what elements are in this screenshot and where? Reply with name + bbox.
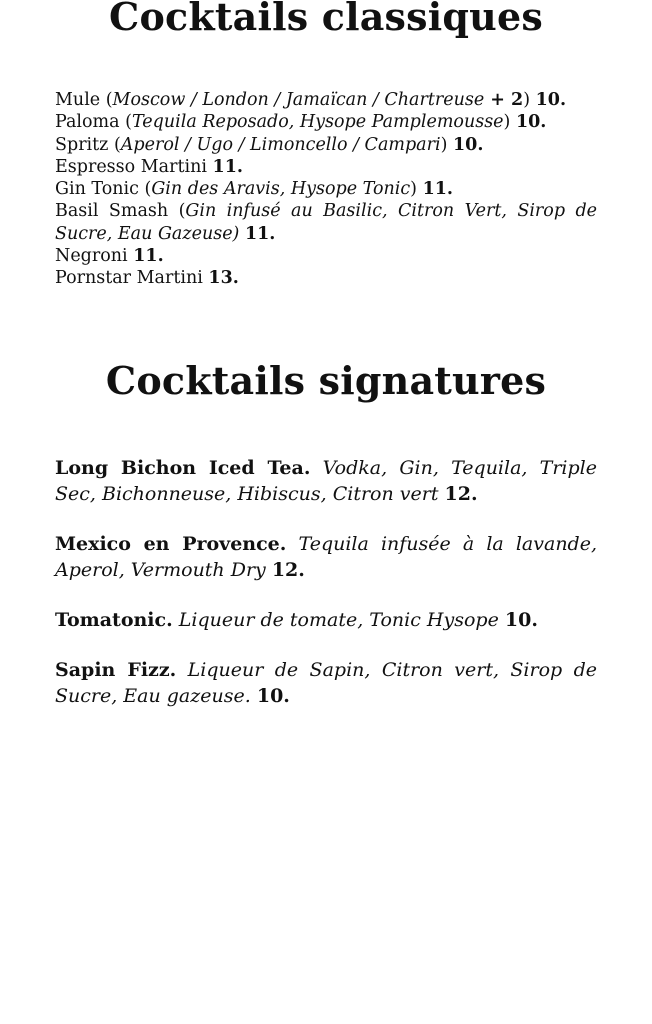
cocktail-price: 12. — [271, 559, 305, 581]
cocktail-name: Mule — [55, 90, 101, 110]
list-item — [55, 531, 597, 583]
cocktail-name: Spritz — [55, 134, 109, 155]
cocktail-price: 10. — [452, 134, 484, 155]
section-title-classiques: Cocktails classiques — [109, 0, 543, 39]
section-title-signatures: Cocktails signatures — [105, 358, 547, 403]
punctuation: ) — [523, 90, 536, 110]
cocktail-ingredients: Gin des Aravis, Hysope Tonic — [151, 179, 411, 200]
cocktail-ingredients: Moscow / London / Jamaïcan / Chartreuse — [112, 90, 485, 110]
cocktail-price: 11. — [244, 223, 276, 244]
list-item — [55, 657, 597, 709]
cocktail-price: 11. — [133, 246, 164, 267]
cocktail-name: Long Bichon Iced Tea. — [55, 457, 311, 479]
cocktail-price: 10. — [256, 685, 290, 707]
cocktail-ingredients: Liqueur de Sapin, Citron vert, Sirop de Sucre, Eau gazeuse. — [55, 659, 597, 707]
cocktail-name: Tomatonic. — [55, 609, 173, 631]
cocktail-ingredients: Liqueur de tomate, Tonic Hysope — [178, 609, 499, 631]
punctuation: ) — [440, 134, 453, 155]
cocktail-price: 12. — [444, 483, 478, 505]
list-item — [55, 245, 597, 267]
list-item — [55, 267, 597, 289]
cocktail-ingredients: Tequila Reposado, Hysope Pamplemousse — [131, 112, 504, 133]
cocktail-ingredients: Tequila infusée à la lavande, Aperol, Vermouth Dry — [55, 533, 598, 581]
punctuation: ( — [100, 90, 113, 110]
punctuation: ) — [503, 112, 516, 133]
cocktail-ingredients: Vodka, Gin, Tequila, Triple Sec, Bichonneuse, Hibiscus, Citron vert — [55, 457, 597, 505]
cocktail-name: Paloma — [55, 112, 120, 133]
classic-cocktail-list — [55, 89, 597, 290]
list-item — [55, 134, 597, 156]
list-item — [55, 607, 597, 633]
list-item — [55, 111, 597, 133]
list-item — [55, 156, 597, 178]
cocktail-name: Sapin Fizz. — [55, 659, 177, 681]
cocktail-ingredients: Aperol / Ugo / Limoncello / Campari — [120, 134, 441, 155]
cocktail-price: 13. — [208, 268, 239, 289]
list-item — [55, 178, 597, 200]
cocktail-price: 10. — [504, 609, 538, 631]
list-item — [55, 200, 597, 245]
punctuation: ( — [138, 179, 152, 200]
punctuation: ) — [410, 179, 423, 200]
cocktail-price: 10. — [535, 90, 567, 110]
cocktail-ingredients: Gin infusé au Basilic, Citron Vert, Sirop de Sucre, Eau Gazeuse) — [55, 201, 597, 244]
cocktail-name: Pornstar Martini — [55, 268, 203, 289]
cocktail-price: 11. — [212, 156, 243, 177]
cocktail-price: 11. — [422, 179, 454, 200]
punctuation: ( — [119, 112, 132, 133]
cocktail-name: Espresso Martini — [55, 156, 207, 177]
punctuation: ( — [168, 201, 186, 222]
cocktail-name: Mexico en Provence. — [55, 533, 287, 555]
cocktail-name: Basil Smash — [55, 201, 169, 222]
punctuation: ( — [108, 134, 121, 155]
cocktail-extra: + 2 — [484, 90, 524, 110]
signature-cocktail-list — [55, 455, 597, 733]
list-item — [55, 89, 597, 111]
cocktail-name: Negroni — [55, 246, 128, 267]
list-item — [55, 455, 597, 507]
cocktail-name: Gin Tonic — [55, 179, 139, 200]
cocktail-price: 10. — [515, 112, 547, 133]
